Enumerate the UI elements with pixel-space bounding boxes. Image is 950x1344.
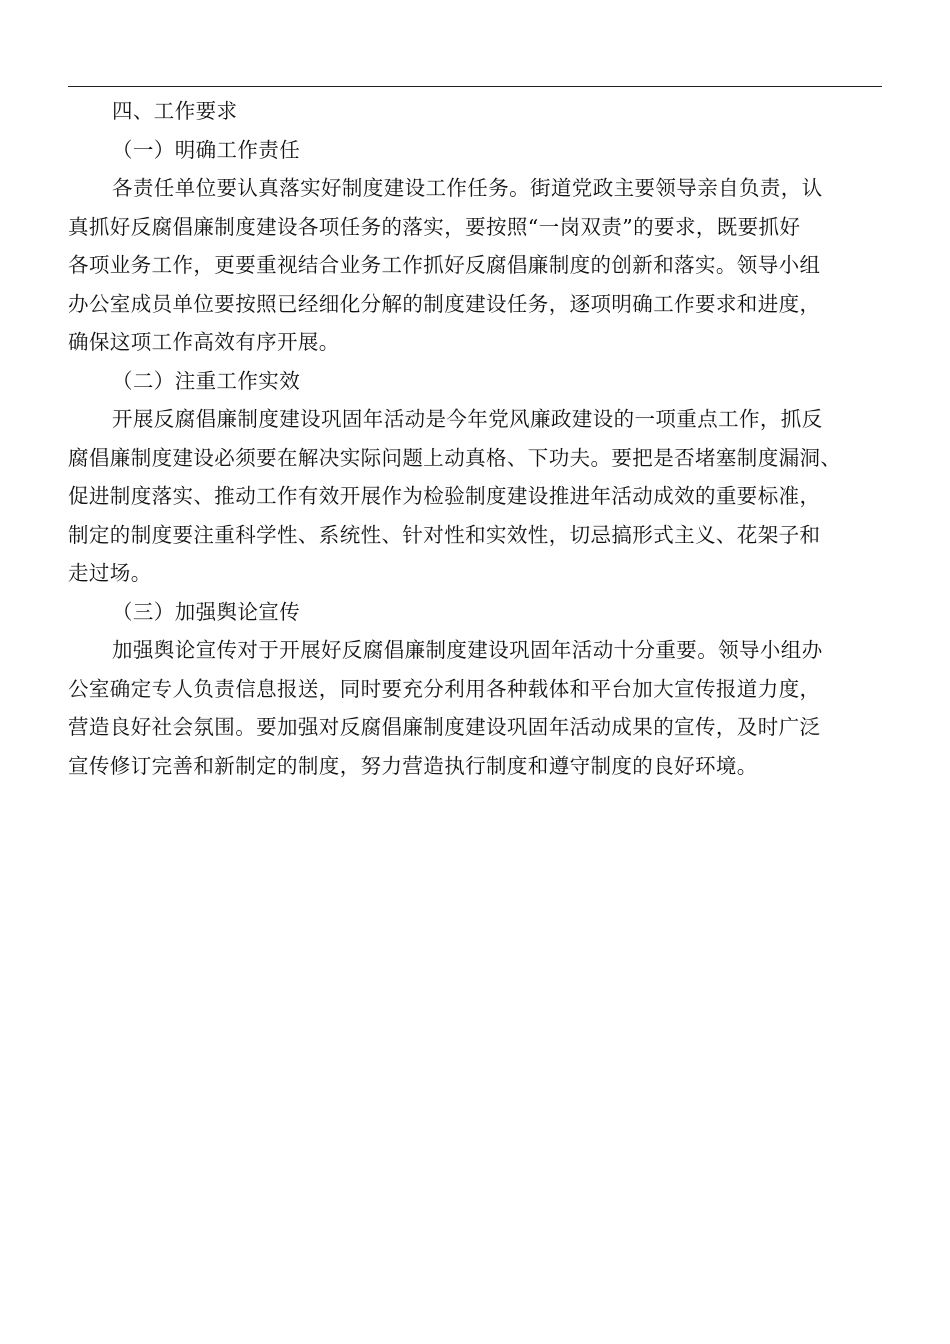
paragraph-line: 促进制度落实、推动工作有效开展作为检验制度建设推进年活动成效的重要标准，: [68, 484, 821, 508]
paragraph-line: 走过场。: [68, 561, 152, 585]
paragraph-line: 办公室成员单位要按照已经细化分解的制度建设任务，逐项明确工作要求和进度，: [68, 291, 821, 316]
paragraph-line: 各责任单位要认真落实好制度建设工作任务。街道党政主要领导亲自负责，认: [112, 176, 823, 200]
paragraph-line: 营造良好社会氛围。要加强对反腐倡廉制度建设巩固年活动成果的宣传，及时广泛: [68, 715, 821, 739]
paragraph-line: 制定的制度要注重科学性、系统性、针对性和实效性，切忌搞形式主义、花架子和: [68, 522, 821, 547]
paragraph-line: 确保这项工作高效有序开展。: [68, 330, 340, 354]
subsection-heading-1: （一）明确工作责任: [112, 137, 301, 162]
header-rule: [68, 86, 882, 87]
subsection-heading-2: （二）注重工作实效: [112, 368, 301, 393]
paragraph-line: 各项业务工作，更要重视结合业务工作抓好反腐倡廉制度的创新和落实。领导小组: [68, 253, 821, 277]
paragraph-line: 真抓好反腐倡廉制度建设各项任务的落实，要按照“一岗双责”的要求，既要抓好: [68, 214, 801, 239]
subsection-heading-3: （三）加强舆论宣传: [112, 599, 301, 624]
paragraph-line: 公室确定专人负责信息报送，同时要充分利用各种载体和平台加大宣传报道力度，: [68, 676, 821, 701]
subsection-paragraph-3: [68, 631, 882, 785]
subsection-paragraph-1: [68, 169, 882, 362]
document-body: [68, 92, 882, 785]
subsection-paragraph-2: [68, 400, 882, 593]
paragraph-line: 宣传修订完善和新制定的制度，努力营造执行制度和遵守制度的良好环境。: [68, 753, 758, 778]
paragraph-line: 腐倡廉制度建设必须要在解决实际问题上动真格、下功夫。要把是否堵塞制度漏洞、: [68, 445, 842, 470]
paragraph-line: 开展反腐倡廉制度建设巩固年活动是今年党风廉政建设的一项重点工作，抓反: [112, 407, 823, 431]
paragraph-line: 加强舆论宣传对于开展好反腐倡廉制度建设巩固年活动十分重要。领导小组办: [112, 638, 823, 662]
section-heading: 四、工作要求: [112, 99, 238, 123]
